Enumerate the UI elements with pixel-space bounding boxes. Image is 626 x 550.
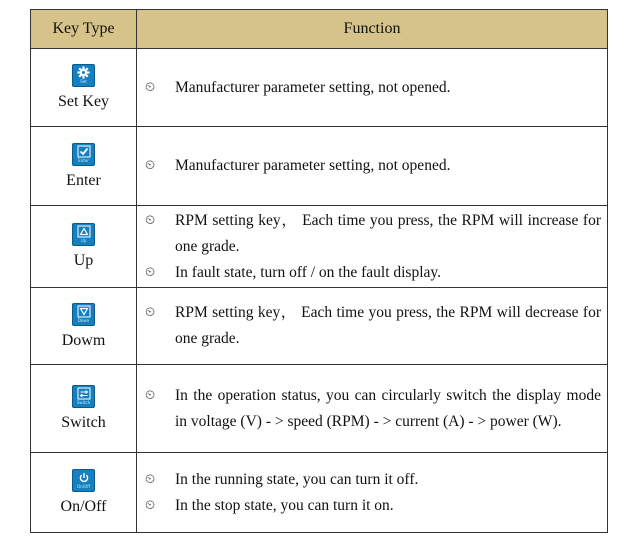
key-cell bbox=[31, 453, 137, 533]
key-name: Up bbox=[73, 252, 94, 269]
key-name: Set Key bbox=[57, 93, 110, 110]
function-item bbox=[137, 75, 607, 101]
function-text: In the operation status, you can circularly switch the display mode in voltage (V) - > speed (RPM) - > current (A) - > power (W). bbox=[175, 386, 601, 430]
header-function: Function bbox=[137, 10, 608, 49]
table-header-row bbox=[31, 10, 608, 49]
key-cell bbox=[31, 288, 137, 365]
table-row bbox=[31, 49, 608, 127]
key-name: Enter bbox=[66, 171, 101, 189]
function-item bbox=[137, 467, 607, 493]
clock-bullet-icon: ⏲ bbox=[145, 79, 156, 95]
icon-caption: Set bbox=[80, 79, 87, 84]
key-cell bbox=[31, 206, 137, 288]
clock-bullet-icon: ⏲ bbox=[145, 158, 156, 173]
function-text: Manufacturer parameter setting, not opened. bbox=[175, 157, 451, 174]
power-icon bbox=[77, 471, 91, 484]
function-text: In the running state, you can turn it off. bbox=[175, 470, 419, 488]
icon-caption: Down bbox=[77, 317, 90, 323]
key-name: On/Off bbox=[60, 498, 107, 515]
function-item bbox=[137, 208, 607, 260]
function-cell bbox=[137, 453, 608, 533]
function-cell bbox=[137, 365, 608, 453]
switch-arrows-icon bbox=[77, 387, 91, 400]
triangle-down-icon bbox=[77, 305, 91, 318]
clock-bullet-icon: ⏲ bbox=[145, 497, 156, 513]
icon-caption: Enter bbox=[78, 157, 89, 163]
function-text: RPM setting key， Each time you press, the RPM will increase for one grade. bbox=[175, 211, 601, 255]
gear-icon bbox=[77, 66, 90, 79]
function-text: In fault state, turn off / on the fault display. bbox=[175, 263, 442, 281]
clock-bullet-icon: ⏲ bbox=[145, 471, 156, 487]
clock-bullet-icon: ⏲ bbox=[145, 212, 156, 228]
enter-key-icon bbox=[72, 143, 95, 166]
key-cell bbox=[31, 49, 137, 127]
table-row bbox=[31, 288, 608, 365]
set-key-icon bbox=[72, 64, 95, 87]
up-key-icon bbox=[72, 223, 95, 246]
function-item bbox=[137, 383, 607, 435]
function-cell bbox=[137, 206, 608, 288]
table-row bbox=[31, 127, 608, 206]
function-cell bbox=[137, 127, 608, 206]
table-row bbox=[31, 365, 608, 453]
icon-caption: Up bbox=[80, 238, 87, 243]
clock-bullet-icon: ⏲ bbox=[145, 264, 156, 280]
function-item bbox=[137, 260, 607, 286]
function-item bbox=[137, 493, 607, 519]
function-cell bbox=[137, 288, 608, 365]
table-row bbox=[31, 453, 608, 533]
function-item bbox=[137, 153, 607, 179]
function-text: In the stop state, you can turn it on. bbox=[175, 496, 394, 514]
key-cell bbox=[31, 365, 137, 453]
key-function-table bbox=[30, 9, 608, 533]
table-row bbox=[31, 206, 608, 288]
icon-caption: Switch bbox=[76, 400, 91, 405]
icon-caption: On/Off bbox=[77, 484, 90, 489]
key-name: Switch bbox=[61, 414, 106, 431]
clock-bullet-icon: ⏲ bbox=[145, 387, 156, 403]
clock-bullet-icon: ⏲ bbox=[145, 305, 156, 320]
function-text: Manufacturer parameter setting, not opened. bbox=[175, 78, 451, 96]
onoff-key-icon bbox=[72, 469, 95, 492]
function-cell bbox=[137, 49, 608, 127]
check-icon bbox=[77, 145, 91, 158]
down-key-icon bbox=[72, 303, 95, 326]
key-cell bbox=[31, 127, 137, 206]
function-item bbox=[137, 300, 607, 352]
switch-key-icon bbox=[72, 385, 95, 408]
key-name: Dowm bbox=[61, 331, 106, 349]
triangle-up-icon bbox=[77, 225, 91, 238]
header-key-type: Key Type bbox=[31, 10, 137, 49]
function-text: RPM setting key， Each time you press, the RPM will decrease for one grade. bbox=[175, 304, 601, 347]
